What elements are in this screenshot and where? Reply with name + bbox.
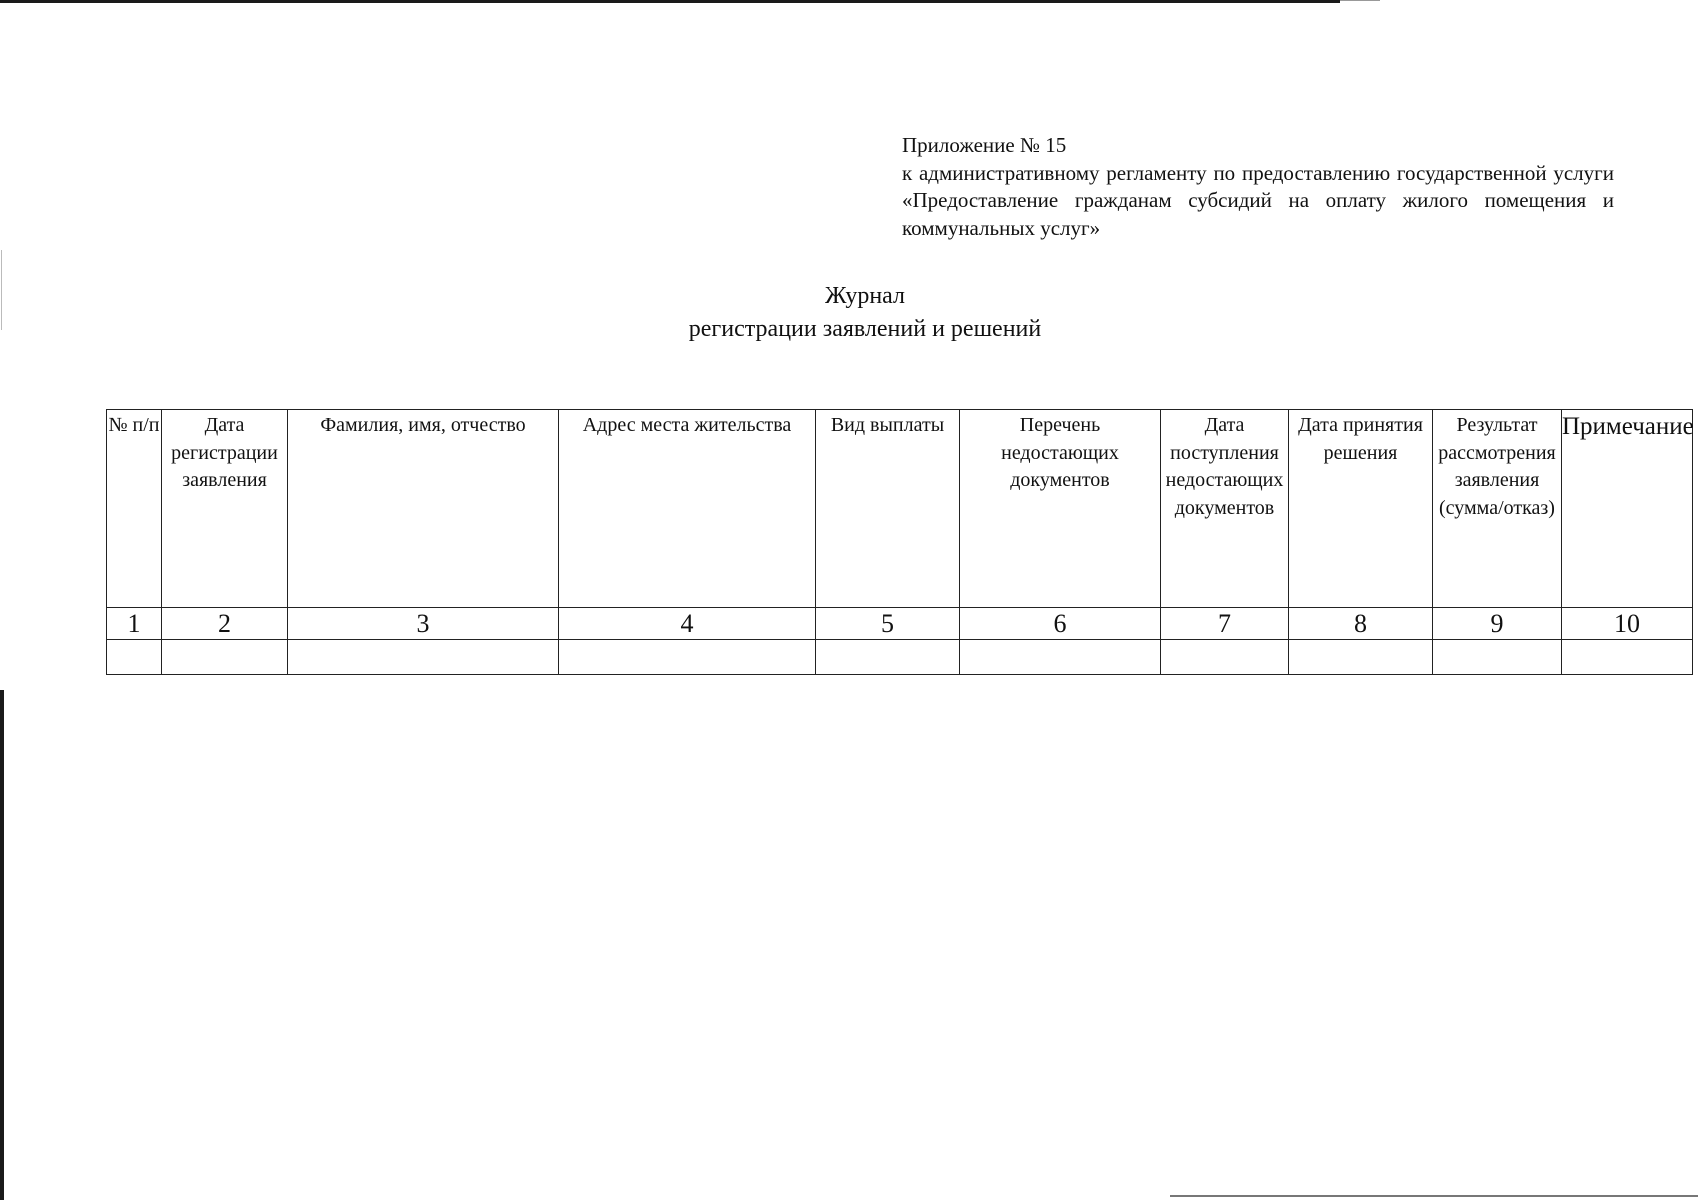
column-number: 7 [1161,608,1289,640]
registration-journal-table [106,409,1693,675]
appendix-text: к административному регламенту по предоставлению государственной услуги «Предоставление гражданам субсидий на оплату жилого помещения и коммунальных услуг» [902,160,1614,240]
table-cell [1562,640,1693,675]
document-title [0,280,1698,346]
scan-border-top [0,0,1340,3]
table-cell [162,640,288,675]
table-cell [1433,640,1562,675]
table-cell [1161,640,1289,675]
header-cell: Вид выплаты [816,410,960,608]
table-row [107,640,1693,675]
scan-border-bottom [1170,1195,1698,1197]
table-cell [288,640,559,675]
header-cell: Фамилия, имя, отчество [288,410,559,608]
header-cell: Результат рассмотрения заявления (сумма/отказ) [1433,410,1562,608]
column-number: 5 [816,608,960,640]
header-cell: № п/п [107,410,162,608]
header-cell: Дата поступления недостающих документов [1161,410,1289,608]
column-number: 3 [288,608,559,640]
header-cell: Дата регистрации заявления [162,410,288,608]
table-cell [107,640,162,675]
table-cell [1289,640,1433,675]
column-number: 8 [1289,608,1433,640]
table-cell [559,640,816,675]
appendix-header [902,132,1614,242]
appendix-number: Приложение № 15 [902,133,1067,157]
title-line-1: Журнал [824,283,905,309]
column-number: 4 [559,608,816,640]
header-cell: Адрес места жительства [559,410,816,608]
column-number: 9 [1433,608,1562,640]
table-cell [816,640,960,675]
header-row [107,410,1693,608]
column-number: 1 [107,608,162,640]
header-cell: Примечание [1562,410,1693,608]
column-number: 10 [1562,608,1693,640]
scan-border-top-faint [1340,0,1380,1]
title-line-2: регистрации заявлений и решений [688,316,1042,342]
column-number-row [107,608,1693,640]
column-number: 6 [960,608,1161,640]
scan-border-left [0,690,4,1200]
header-cell: Дата принятия решения [1289,410,1433,608]
column-number: 2 [162,608,288,640]
header-cell: Перечень недостающих документов [960,410,1161,608]
table-cell [960,640,1161,675]
